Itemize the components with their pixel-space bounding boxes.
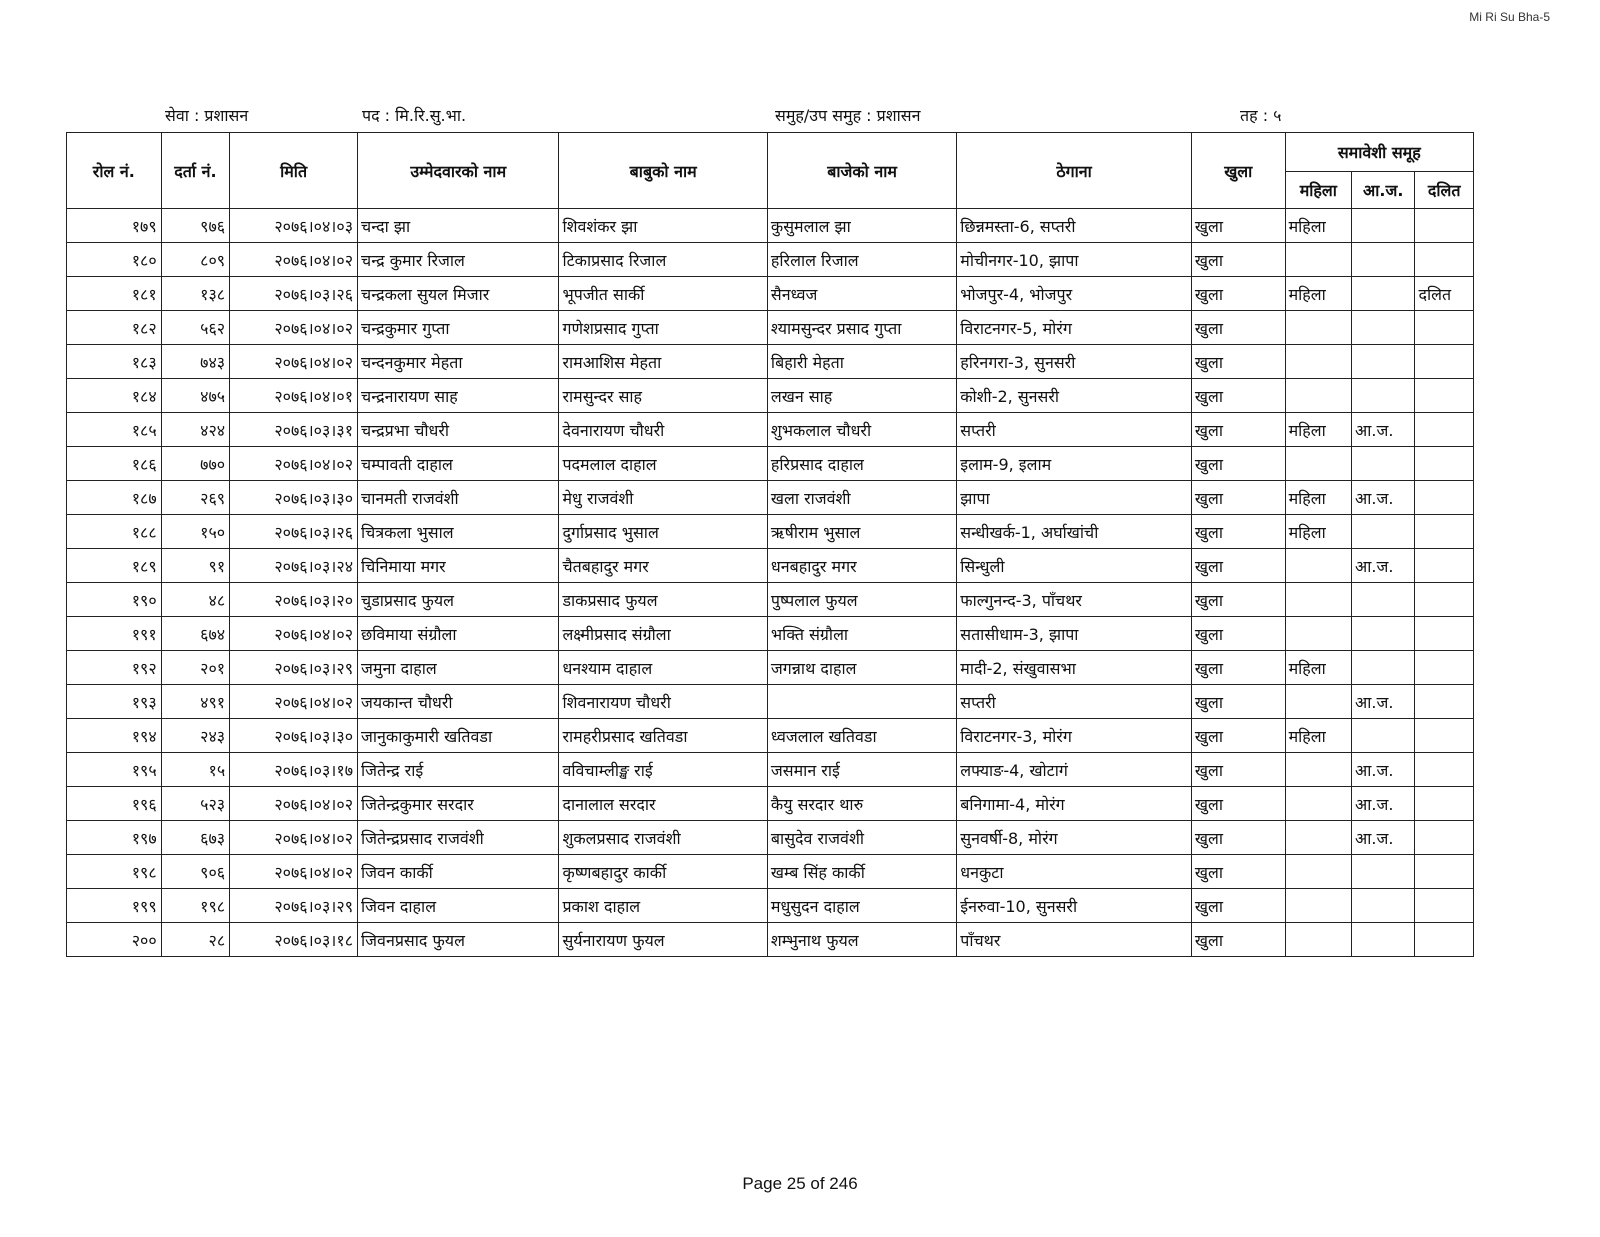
cell-female <box>1285 821 1351 855</box>
cell-dalit <box>1415 583 1474 617</box>
cell-candidate-name: चन्दनकुमार मेहता <box>358 345 559 379</box>
cell-candidate-name: जितेन्द्रकुमार सरदार <box>358 787 559 821</box>
cell-candidate-name: जितेन्द्रप्रसाद राजवंशी <box>358 821 559 855</box>
cell-indigenous <box>1352 345 1415 379</box>
cell-candidate-name: चुडाप्रसाद फुयल <box>358 583 559 617</box>
cell-candidate-name: चन्द्रकुमार गुप्ता <box>358 311 559 345</box>
cell-indigenous <box>1352 583 1415 617</box>
cell-grandfather-name: ध्वजलाल खतिवडा <box>767 719 956 753</box>
table-row <box>67 311 1474 345</box>
cell-address: विराटनगर-3, मोरंग <box>957 719 1192 753</box>
cell-indigenous <box>1352 889 1415 923</box>
post-label: पद : मि.रि.सु.भा. <box>362 106 467 125</box>
cell-roll: १९० <box>67 583 162 617</box>
cell-father-name: शुकलप्रसाद राजवंशी <box>559 821 767 855</box>
cell-dalit <box>1415 379 1474 413</box>
table-row <box>67 889 1474 923</box>
cell-candidate-name: जिवनप्रसाद फुयल <box>358 923 559 957</box>
document-code: Mi Ri Su Bha-5 <box>1469 10 1550 24</box>
cell-grandfather-name: खला राजवंशी <box>767 481 956 515</box>
cell-address: बनिगामा-4, मोरंग <box>957 787 1192 821</box>
candidate-table <box>66 132 1474 957</box>
cell-open: खुला <box>1191 889 1285 923</box>
cell-darta: ६७३ <box>161 821 229 855</box>
cell-candidate-name: जिवन कार्की <box>358 855 559 889</box>
table-row <box>67 821 1474 855</box>
cell-dalit <box>1415 549 1474 583</box>
header-indigenous: आ.ज. <box>1352 172 1415 209</box>
cell-female <box>1285 345 1351 379</box>
cell-father-name: धनश्याम दाहाल <box>559 651 767 685</box>
cell-indigenous <box>1352 379 1415 413</box>
cell-address: छिन्नमस्ता-6, सप्तरी <box>957 209 1192 243</box>
cell-indigenous <box>1352 855 1415 889</box>
cell-roll: १९९ <box>67 889 162 923</box>
cell-father-name: लक्ष्मीप्रसाद संग्रौला <box>559 617 767 651</box>
table-row <box>67 413 1474 447</box>
cell-female: महिला <box>1285 277 1351 311</box>
page-number: Page 25 of 246 <box>742 1174 858 1193</box>
header-grandfather-name: बाजेको नाम <box>767 133 956 209</box>
cell-dalit <box>1415 787 1474 821</box>
cell-female: महिला <box>1285 719 1351 753</box>
cell-darta: ७७० <box>161 447 229 481</box>
table-row <box>67 617 1474 651</box>
header-darta: दर्ता नं. <box>161 133 229 209</box>
cell-grandfather-name: कुसुमलाल झा <box>767 209 956 243</box>
cell-female <box>1285 243 1351 277</box>
cell-roll: १८३ <box>67 345 162 379</box>
cell-date: २०७६।०४।०३ <box>230 209 358 243</box>
cell-candidate-name: चानमती राजवंशी <box>358 481 559 515</box>
cell-darta: ४९१ <box>161 685 229 719</box>
cell-open: खुला <box>1191 583 1285 617</box>
header-address: ठेगाना <box>957 133 1192 209</box>
cell-darta: १५ <box>161 753 229 787</box>
cell-female <box>1285 787 1351 821</box>
cell-dalit <box>1415 753 1474 787</box>
cell-father-name: रामआशिस मेहता <box>559 345 767 379</box>
cell-darta: १३८ <box>161 277 229 311</box>
cell-dalit <box>1415 685 1474 719</box>
cell-open: खुला <box>1191 549 1285 583</box>
cell-female: महिला <box>1285 651 1351 685</box>
cell-open: खुला <box>1191 719 1285 753</box>
table-row <box>67 549 1474 583</box>
cell-female <box>1285 889 1351 923</box>
cell-date: २०७६।०३।२६ <box>230 277 358 311</box>
cell-date: २०७६।०४।०२ <box>230 685 358 719</box>
level-label: तह : ५ <box>1240 106 1282 125</box>
cell-roll: १९१ <box>67 617 162 651</box>
cell-open: खुला <box>1191 821 1285 855</box>
cell-roll: १९७ <box>67 821 162 855</box>
cell-father-name: वविचाम्लीङ्ख राई <box>559 753 767 787</box>
cell-darta: ८०९ <box>161 243 229 277</box>
cell-indigenous: आ.ज. <box>1352 481 1415 515</box>
cell-female <box>1285 685 1351 719</box>
cell-indigenous: आ.ज. <box>1352 685 1415 719</box>
cell-father-name: मेधु राजवंशी <box>559 481 767 515</box>
cell-address: सिन्धुली <box>957 549 1192 583</box>
cell-candidate-name: चन्द्रनारायण साह <box>358 379 559 413</box>
table-row <box>67 923 1474 957</box>
cell-indigenous <box>1352 209 1415 243</box>
cell-female: महिला <box>1285 515 1351 549</box>
cell-father-name: दानालाल सरदार <box>559 787 767 821</box>
cell-address: भोजपुर-4, भोजपुर <box>957 277 1192 311</box>
cell-dalit <box>1415 481 1474 515</box>
cell-date: २०७६।०४।०२ <box>230 243 358 277</box>
group-label: समुह/उप समुह : प्रशासन <box>775 106 921 125</box>
cell-darta: २८ <box>161 923 229 957</box>
cell-address: सप्तरी <box>957 413 1192 447</box>
cell-female <box>1285 617 1351 651</box>
cell-candidate-name: जमुना दाहाल <box>358 651 559 685</box>
cell-father-name: रामहरीप्रसाद खतिवडा <box>559 719 767 753</box>
cell-candidate-name: चन्द्रकला सुयल मिजार <box>358 277 559 311</box>
cell-candidate-name: चन्द्र कुमार रिजाल <box>358 243 559 277</box>
cell-date: २०७६।०४।०१ <box>230 379 358 413</box>
cell-female: महिला <box>1285 209 1351 243</box>
cell-dalit <box>1415 209 1474 243</box>
cell-address: पाँचथर <box>957 923 1192 957</box>
cell-address: हरिनगरा-3, सुनसरी <box>957 345 1192 379</box>
service-label: सेवा : प्रशासन <box>165 106 249 125</box>
cell-indigenous: आ.ज. <box>1352 413 1415 447</box>
cell-indigenous <box>1352 651 1415 685</box>
cell-indigenous <box>1352 277 1415 311</box>
cell-address: सतासीधाम-3, झापा <box>957 617 1192 651</box>
cell-father-name: प्रकाश दाहाल <box>559 889 767 923</box>
cell-date: २०७६।०३।१८ <box>230 923 358 957</box>
cell-grandfather-name: बासुदेव राजवंशी <box>767 821 956 855</box>
cell-darta: ९७६ <box>161 209 229 243</box>
table-row <box>67 345 1474 379</box>
table-row <box>67 855 1474 889</box>
cell-roll: १८६ <box>67 447 162 481</box>
cell-open: खुला <box>1191 379 1285 413</box>
header-roll: रोल नं. <box>67 133 162 209</box>
table-row <box>67 753 1474 787</box>
cell-address: धनकुटा <box>957 855 1192 889</box>
header-open: खुला <box>1191 133 1285 209</box>
cell-date: २०७६।०४।०२ <box>230 787 358 821</box>
cell-female <box>1285 549 1351 583</box>
cell-dalit <box>1415 617 1474 651</box>
cell-indigenous: आ.ज. <box>1352 787 1415 821</box>
cell-roll: १८९ <box>67 549 162 583</box>
cell-open: खुला <box>1191 311 1285 345</box>
table-row <box>67 209 1474 243</box>
cell-candidate-name: जितेन्द्र राई <box>358 753 559 787</box>
cell-date: २०७६।०३।३० <box>230 719 358 753</box>
cell-grandfather-name: ऋषीराम भुसाल <box>767 515 956 549</box>
cell-date: २०७६।०३।३० <box>230 481 358 515</box>
cell-candidate-name: जिवन दाहाल <box>358 889 559 923</box>
cell-female <box>1285 753 1351 787</box>
cell-candidate-name: चन्दा झा <box>358 209 559 243</box>
cell-father-name: देवनारायण चौधरी <box>559 413 767 447</box>
cell-open: खुला <box>1191 685 1285 719</box>
cell-roll: २०० <box>67 923 162 957</box>
cell-open: खुला <box>1191 243 1285 277</box>
cell-open: खुला <box>1191 651 1285 685</box>
cell-darta: ४२४ <box>161 413 229 447</box>
cell-father-name: सुर्यनारायण फुयल <box>559 923 767 957</box>
cell-date: २०७६।०३।३१ <box>230 413 358 447</box>
cell-father-name: कृष्णबहादुर कार्की <box>559 855 767 889</box>
cell-grandfather-name: खम्ब सिंह कार्की <box>767 855 956 889</box>
cell-address: लफ्याङ-4, खोटागं <box>957 753 1192 787</box>
cell-roll: १८२ <box>67 311 162 345</box>
cell-grandfather-name: लखन साह <box>767 379 956 413</box>
cell-grandfather-name <box>767 685 956 719</box>
cell-grandfather-name: हरिप्रसाद दाहाल <box>767 447 956 481</box>
table-row <box>67 277 1474 311</box>
cell-indigenous <box>1352 719 1415 753</box>
cell-darta: ९०६ <box>161 855 229 889</box>
cell-candidate-name: छविमाया संग्रौला <box>358 617 559 651</box>
cell-indigenous <box>1352 515 1415 549</box>
cell-father-name: शिवशंकर झा <box>559 209 767 243</box>
cell-date: २०७६।०३।२९ <box>230 889 358 923</box>
table-row <box>67 447 1474 481</box>
cell-father-name: रामसुन्दर साह <box>559 379 767 413</box>
cell-address: सन्धीखर्क-1, अर्घाखांची <box>957 515 1192 549</box>
cell-candidate-name: जानुकाकुमारी खतिवडा <box>358 719 559 753</box>
cell-address: कोशी-2, सुनसरी <box>957 379 1192 413</box>
table-row <box>67 481 1474 515</box>
cell-grandfather-name: कैयु सरदार थारु <box>767 787 956 821</box>
cell-darta: ६७४ <box>161 617 229 651</box>
cell-grandfather-name: शुभकलाल चौधरी <box>767 413 956 447</box>
cell-dalit <box>1415 923 1474 957</box>
cell-address: सुनवर्षी-8, मोरंग <box>957 821 1192 855</box>
cell-open: खुला <box>1191 209 1285 243</box>
cell-darta: १९८ <box>161 889 229 923</box>
cell-open: खुला <box>1191 481 1285 515</box>
cell-date: २०७६।०३।२६ <box>230 515 358 549</box>
cell-dalit: दलित <box>1415 277 1474 311</box>
cell-grandfather-name: बिहारी मेहता <box>767 345 956 379</box>
cell-dalit <box>1415 719 1474 753</box>
cell-address: विराटनगर-5, मोरंग <box>957 311 1192 345</box>
table-row <box>67 379 1474 413</box>
cell-address: मादी-2, संखुवासभा <box>957 651 1192 685</box>
cell-father-name: चैतबहादुर मगर <box>559 549 767 583</box>
table-row <box>67 515 1474 549</box>
cell-date: २०७६।०४।०२ <box>230 855 358 889</box>
cell-roll: १९६ <box>67 787 162 821</box>
cell-darta: २६९ <box>161 481 229 515</box>
table-row <box>67 651 1474 685</box>
table-row <box>67 583 1474 617</box>
cell-grandfather-name: जसमान राई <box>767 753 956 787</box>
table-row <box>67 685 1474 719</box>
cell-grandfather-name: जगन्नाथ दाहाल <box>767 651 956 685</box>
header-father-name: बाबुको नाम <box>559 133 767 209</box>
cell-grandfather-name: शम्भुनाथ फुयल <box>767 923 956 957</box>
cell-indigenous <box>1352 243 1415 277</box>
cell-darta: ९१ <box>161 549 229 583</box>
cell-darta: ५६२ <box>161 311 229 345</box>
cell-roll: १९४ <box>67 719 162 753</box>
cell-grandfather-name: धनबहादुर मगर <box>767 549 956 583</box>
cell-open: खुला <box>1191 277 1285 311</box>
cell-indigenous: आ.ज. <box>1352 549 1415 583</box>
header-dalit: दलित <box>1415 172 1474 209</box>
cell-darta: ४७५ <box>161 379 229 413</box>
cell-date: २०७६।०३।२४ <box>230 549 358 583</box>
cell-father-name: दुर्गाप्रसाद भुसाल <box>559 515 767 549</box>
cell-female: महिला <box>1285 413 1351 447</box>
cell-roll: १९३ <box>67 685 162 719</box>
cell-darta: ४८ <box>161 583 229 617</box>
cell-dalit <box>1415 651 1474 685</box>
cell-roll: १८१ <box>67 277 162 311</box>
cell-roll: १९५ <box>67 753 162 787</box>
cell-date: २०७६।०४।०२ <box>230 617 358 651</box>
cell-open: खुला <box>1191 753 1285 787</box>
cell-indigenous <box>1352 447 1415 481</box>
cell-address: फाल्गुनन्द-3, पाँचथर <box>957 583 1192 617</box>
cell-female <box>1285 379 1351 413</box>
cell-female <box>1285 447 1351 481</box>
cell-date: २०७६।०४।०२ <box>230 821 358 855</box>
cell-father-name: भूपजीत सार्की <box>559 277 767 311</box>
cell-date: २०७६।०३।२० <box>230 583 358 617</box>
header-inclusive-group: समावेशी समूह <box>1285 133 1473 172</box>
cell-date: २०७६।०४।०२ <box>230 447 358 481</box>
cell-indigenous: आ.ज. <box>1352 821 1415 855</box>
cell-open: खुला <box>1191 923 1285 957</box>
cell-address: मोचीनगर-10, झापा <box>957 243 1192 277</box>
cell-open: खुला <box>1191 617 1285 651</box>
cell-dalit <box>1415 855 1474 889</box>
cell-roll: १८७ <box>67 481 162 515</box>
cell-address: इलाम-9, इलाम <box>957 447 1192 481</box>
cell-grandfather-name: सैनध्वज <box>767 277 956 311</box>
cell-candidate-name: चम्पावती दाहाल <box>358 447 559 481</box>
cell-address: ईनरुवा-10, सुनसरी <box>957 889 1192 923</box>
cell-open: खुला <box>1191 787 1285 821</box>
cell-open: खुला <box>1191 413 1285 447</box>
cell-grandfather-name: मधुसुदन दाहाल <box>767 889 956 923</box>
cell-date: २०७६।०३।१७ <box>230 753 358 787</box>
cell-dalit <box>1415 515 1474 549</box>
cell-indigenous <box>1352 617 1415 651</box>
cell-dalit <box>1415 413 1474 447</box>
cell-grandfather-name: भक्ति संग्रौला <box>767 617 956 651</box>
cell-grandfather-name: पुष्पलाल फुयल <box>767 583 956 617</box>
table-row <box>67 787 1474 821</box>
cell-open: खुला <box>1191 345 1285 379</box>
cell-roll: १९८ <box>67 855 162 889</box>
cell-roll: १८५ <box>67 413 162 447</box>
cell-grandfather-name: हरिलाल रिजाल <box>767 243 956 277</box>
cell-date: २०७६।०३।२९ <box>230 651 358 685</box>
cell-date: २०७६।०४।०२ <box>230 345 358 379</box>
cell-darta: १५० <box>161 515 229 549</box>
cell-roll: १९२ <box>67 651 162 685</box>
cell-roll: १८८ <box>67 515 162 549</box>
cell-darta: ७४३ <box>161 345 229 379</box>
cell-father-name: गणेशप्रसाद गुप्ता <box>559 311 767 345</box>
cell-open: खुला <box>1191 515 1285 549</box>
cell-candidate-name: चन्द्रप्रभा चौधरी <box>358 413 559 447</box>
cell-candidate-name: जयकान्त चौधरी <box>358 685 559 719</box>
table-row <box>67 243 1474 277</box>
table-row <box>67 719 1474 753</box>
cell-dalit <box>1415 311 1474 345</box>
cell-dalit <box>1415 447 1474 481</box>
cell-female <box>1285 583 1351 617</box>
cell-dalit <box>1415 821 1474 855</box>
cell-candidate-name: चित्रकला भुसाल <box>358 515 559 549</box>
cell-father-name: शिवनारायण चौधरी <box>559 685 767 719</box>
cell-female: महिला <box>1285 481 1351 515</box>
cell-female <box>1285 855 1351 889</box>
cell-open: खुला <box>1191 447 1285 481</box>
cell-roll: १८० <box>67 243 162 277</box>
cell-indigenous: आ.ज. <box>1352 753 1415 787</box>
cell-dalit <box>1415 243 1474 277</box>
cell-roll: १७९ <box>67 209 162 243</box>
cell-grandfather-name: श्यामसुन्दर प्रसाद गुप्ता <box>767 311 956 345</box>
cell-darta: २४३ <box>161 719 229 753</box>
cell-father-name: टिकाप्रसाद रिजाल <box>559 243 767 277</box>
cell-female <box>1285 923 1351 957</box>
cell-roll: १८४ <box>67 379 162 413</box>
cell-dalit <box>1415 889 1474 923</box>
header-candidate-name: उम्मेदवारको नाम <box>358 133 559 209</box>
header-date: मिति <box>230 133 358 209</box>
cell-darta: ५२३ <box>161 787 229 821</box>
cell-female <box>1285 311 1351 345</box>
cell-address: झापा <box>957 481 1192 515</box>
cell-father-name: पदमलाल दाहाल <box>559 447 767 481</box>
cell-open: खुला <box>1191 855 1285 889</box>
cell-candidate-name: चिनिमाया मगर <box>358 549 559 583</box>
cell-date: २०७६।०४।०२ <box>230 311 358 345</box>
cell-address: सप्तरी <box>957 685 1192 719</box>
cell-indigenous <box>1352 923 1415 957</box>
cell-indigenous <box>1352 311 1415 345</box>
cell-father-name: डाकप्रसाद फुयल <box>559 583 767 617</box>
cell-dalit <box>1415 345 1474 379</box>
cell-darta: २०१ <box>161 651 229 685</box>
header-female: महिला <box>1285 172 1351 209</box>
